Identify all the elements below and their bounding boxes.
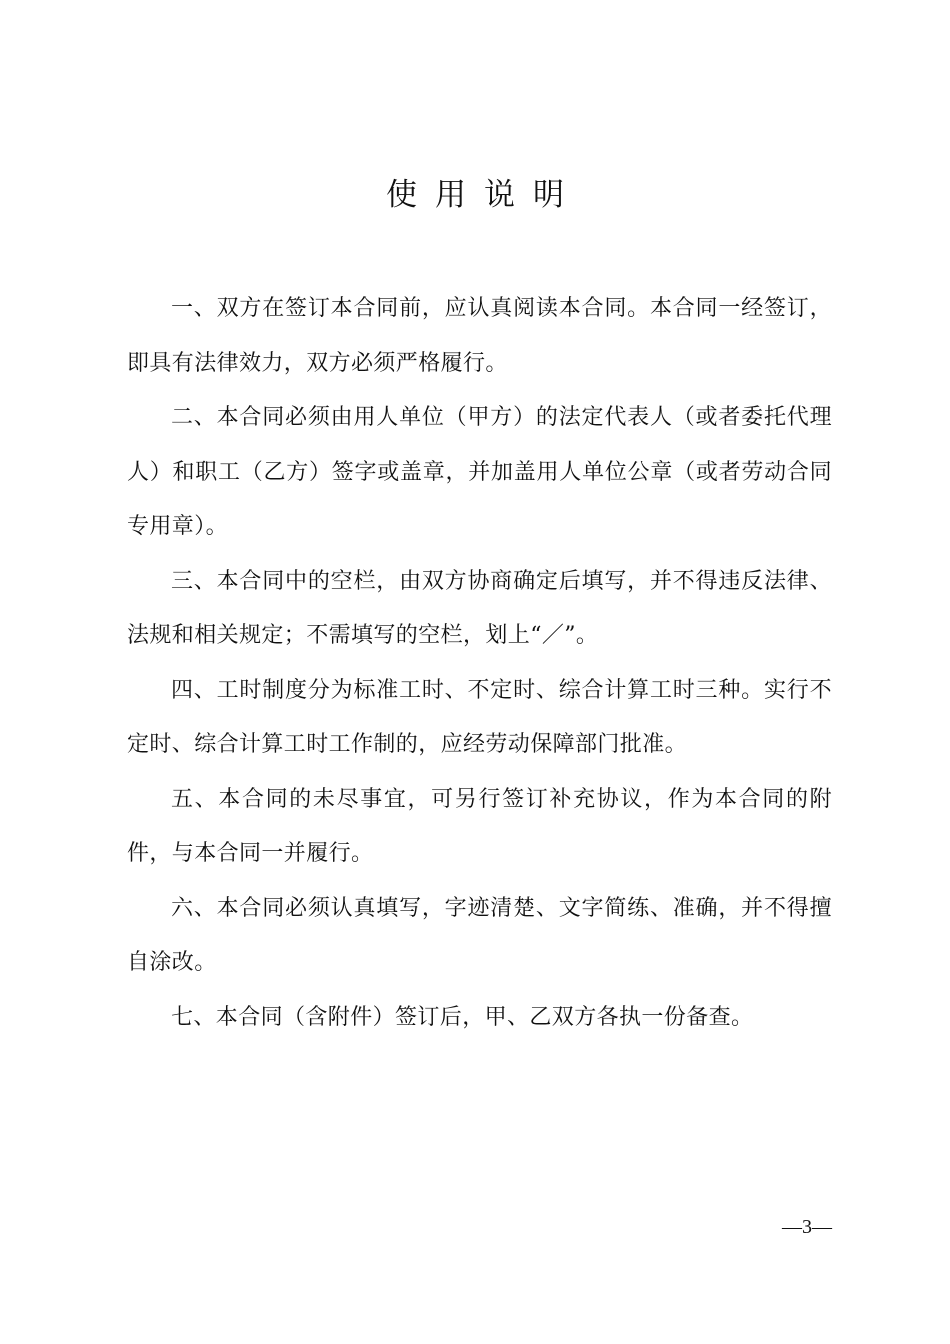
paragraph-1: 一、双方在签订本合同前，应认真阅读本合同。本合同一经签订，即具有法律效力，双方必须严格履行。 — [127, 296, 832, 376]
paragraph-2: 二、本合同必须由用人单位（甲方）的法定代表人（或者委托代理人）和职工（乙方）签字或盖章，并加盖用人单位公章（或者劳动合同专用章）。 — [127, 405, 832, 539]
paragraph-3: 三、本合同中的空栏，由双方协商确定后填写，并不得违反法律、法规和相关规定；不需填写的空栏，划上“／”。 — [127, 568, 832, 648]
paragraph-4: 四、工时制度分为标准工时、不定时、综合计算工时三种。实行不定时、综合计算工时工作制的，应经劳动保障部门批准。 — [127, 677, 832, 757]
document-title: 使用说明 — [386, 177, 582, 213]
paragraph-6: 六、本合同必须认真填写，字迹清楚、文字简练、准确，并不得擅自涂改。 — [127, 895, 832, 975]
paragraph-5: 五、本合同的未尽事宜，可另行签订补充协议，作为本合同的附件，与本合同一并履行。 — [127, 786, 832, 866]
paragraph-7: 七、本合同（含附件）签订后，甲、乙双方各执一份备查。 — [171, 1004, 754, 1030]
document-body — [127, 282, 832, 1045]
page-number: —3— — [782, 1216, 832, 1238]
